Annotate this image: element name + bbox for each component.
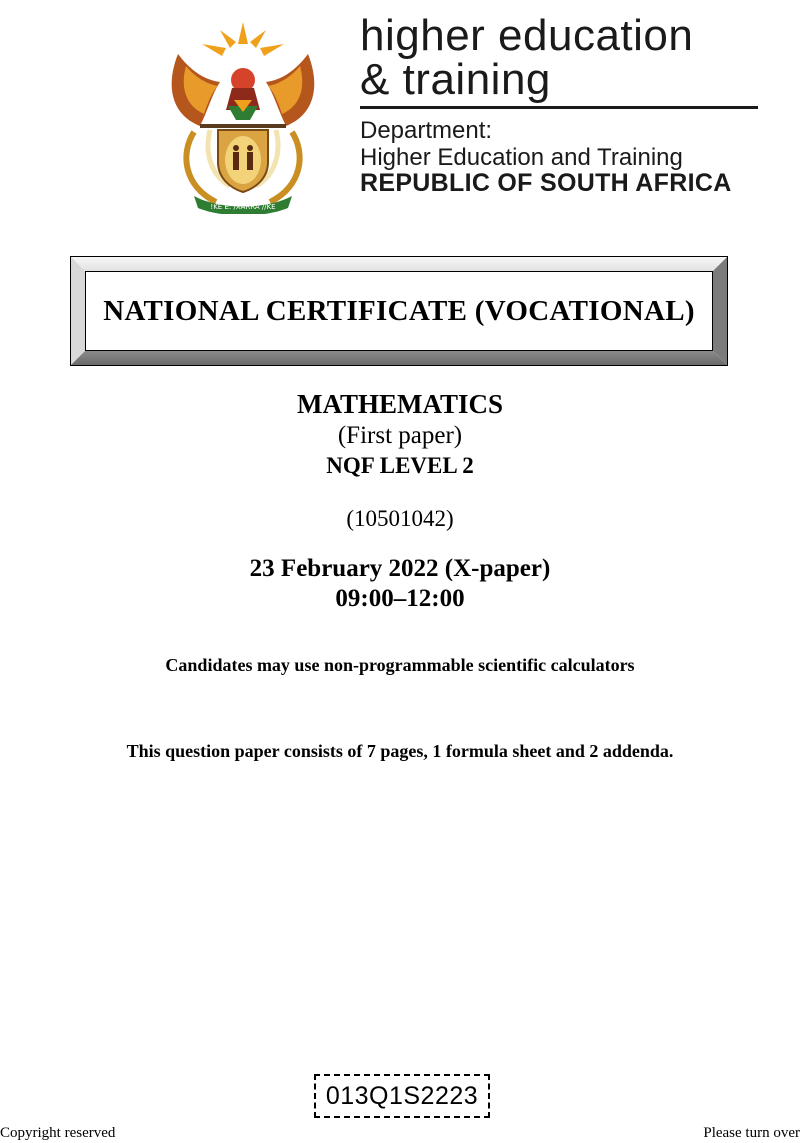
paper-code-box	[314, 1074, 490, 1118]
brand-line-2: & training	[360, 55, 551, 104]
svg-text:!KE E: /XARRA //KE: !KE E: /XARRA //KE	[210, 203, 276, 211]
exam-date: 23 February 2022 (X-paper)	[249, 555, 551, 582]
brand-wordmark	[360, 11, 694, 104]
nqf-level: NQF LEVEL 2	[326, 453, 474, 478]
paper-code: 013Q1S2223	[325, 1081, 479, 1110]
department-label: Department:	[360, 117, 493, 144]
subject-title: MATHEMATICS	[296, 389, 503, 419]
department-name: Higher Education and Training	[360, 144, 683, 171]
subject-code: (10501042)	[346, 506, 454, 531]
footer-turn-over: Please turn over	[703, 1125, 800, 1141]
page-count-note: This question paper consists of 7 pages, 1 formula sheet and 2 addenda.	[126, 741, 674, 761]
title-frame	[70, 256, 728, 366]
exam-time: 09:00–12:00	[335, 585, 465, 612]
country-name: REPUBLIC OF SOUTH AFRICA	[360, 169, 732, 197]
calculator-instruction: Candidates may use non-programmable scientific calculators	[165, 655, 635, 675]
coat-of-arms-logo	[160, 14, 326, 214]
paper-number: (First paper)	[337, 422, 463, 449]
brand-line-1: higher education	[360, 11, 694, 60]
certificate-title: NATIONAL CERTIFICATE (VOCATIONAL)	[103, 294, 695, 327]
footer-copyright: Copyright reserved	[0, 1125, 116, 1141]
brand-divider	[360, 106, 758, 109]
